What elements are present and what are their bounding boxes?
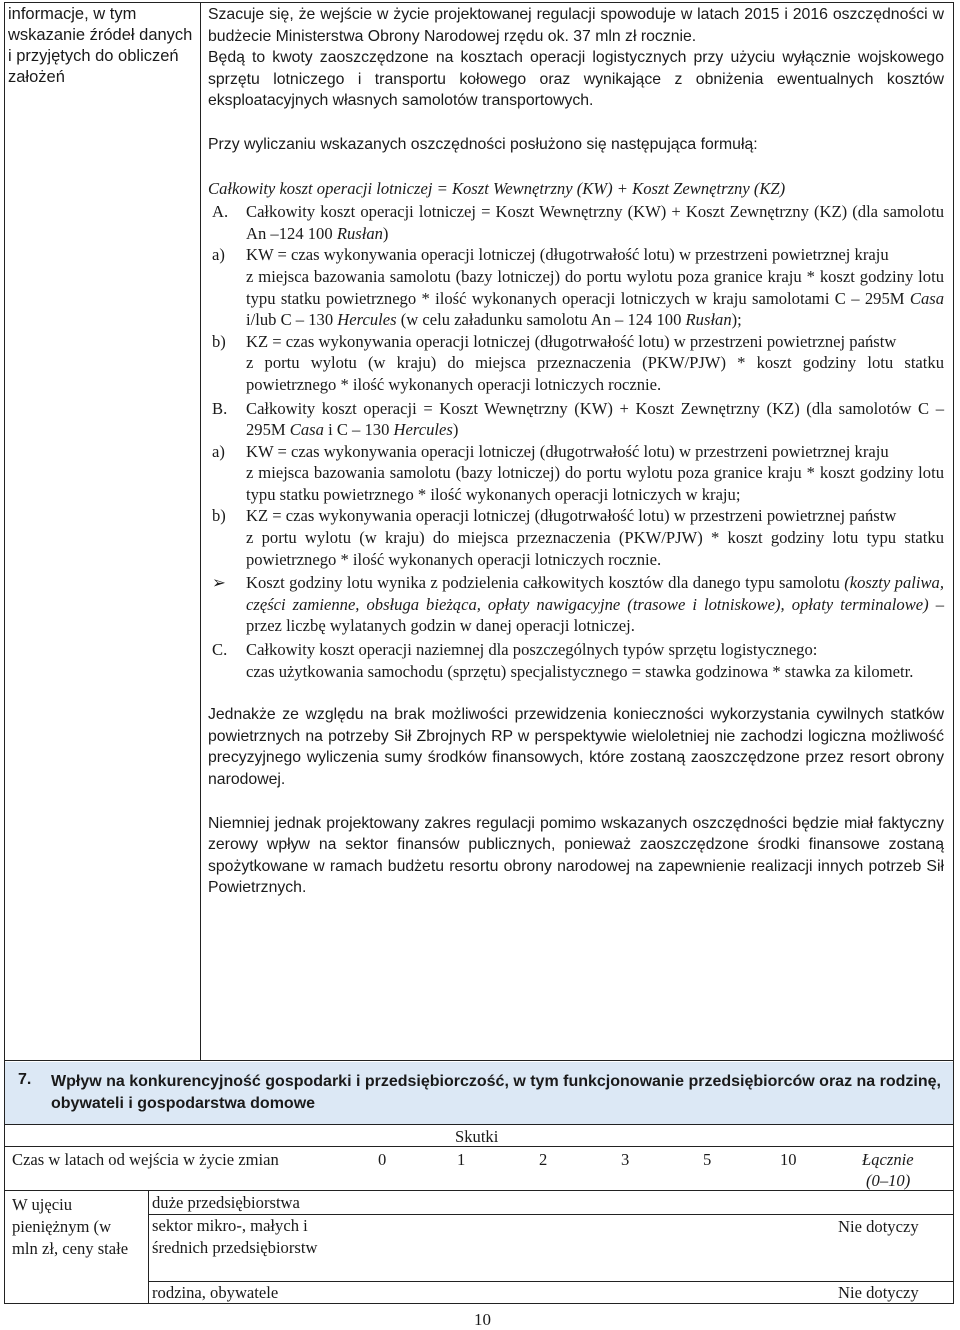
section-c-text: Całkowity koszt operacji naziemnej dla poszczególnych typów sprzętu logistycznego: [246,640,818,660]
section-a-text: Całkowity koszt operacji lotniczej = Koszt Wewnętrzny (KW) + Koszt Zewnętrzny (KZ) (dla samolotu An –124 100 Rusłan) [246,202,944,243]
section-a-kz: KZ = czas wykonywania operacji lotniczej (długotrwałość lotu) w przestrzeni powietrznej państw [246,331,897,351]
list-marker-a-a: a) [212,245,225,265]
table-row-sme-total: Nie dotyczy [838,1217,919,1236]
arrow-bullet-icon: ➢ [212,573,226,593]
list-marker-a: A. [212,202,229,222]
table-row-family-total: Nie dotyczy [838,1283,919,1302]
table-row-family: rodzina, obywatele [152,1283,279,1302]
list-marker-b: B. [212,398,228,418]
main-text-column [208,4,944,899]
section7-title: Wpływ na konkurencyjność gospodarki i przedsiębiorczość, w tym funkcjonowanie przedsiębiorców oraz na rodzinę, obywateli i gospodarstwa domowe [51,1073,941,1112]
table-row-line-2 [4,1190,954,1191]
section-a-kw-continued: z miejsca bazowania samolotu (bazy lotniczej) do portu wylotu poza granice kraju * koszt godziny lotu typu statku powietrznego * ilość wykonanych operacji lotniczych w kraju samolotami C – 295M Casa i/lub C – 130 Hercules (w celu załadunku samolotu An – 124 100 Rusłan); [246,266,944,330]
list-marker-b-b: b) [212,506,226,526]
section-b-kz: KZ = czas wykonywania operacji lotniczej (długotrwałość lotu) w przestrzeni powietrznej państw [246,506,897,526]
table-col-divider-1 [148,1190,149,1304]
table-total-range: (0–10) [866,1171,911,1190]
left-column-divider [200,2,201,1060]
table-total-label: Łącznie [862,1150,914,1169]
table-skutki-header: Skutki [455,1127,499,1146]
table-year-1: 1 [457,1150,466,1169]
table-row-header: W ujęciu pieniężnym (w mln zł, ceny stałe [12,1195,129,1258]
formula-line: Całkowity koszt operacji lotniczej = Koszt Wewnętrzny (KW) + Koszt Zewnętrzny (KZ) [208,178,786,198]
table-years-label: Czas w latach od wejścia w życie zmian [12,1150,279,1169]
paragraph-nevertheless: Niemniej jednak projektowany zakres regulacji pomimo wskazanych oszczędności będzie miał faktyczny zerowy wpływ na sektor finansów publicznych, ponieważ zaoszczędzone środki finansowe zostaną spożytkowane w ramach budżetu resortu obrony narodowej na zapewnienie realizacji innych potrzeb Sił Powietrznych. [208,814,944,897]
table-year-5: 5 [703,1150,712,1169]
section-b-kz-continued: z portu wylotu (w kraju) do miejsca przeznaczenia (PKW/PJW) * koszt godziny lotu typu statku powietrznego * ilość wykonanych operacji lotniczych rocznie. [246,528,944,569]
paragraph-formula-intro: Przy wyliczaniu wskazanych oszczędności posłużono się następująca formułą: [208,135,758,153]
table-row-sme: sektor mikro-, małych i średnich przedsiębiorstw [152,1216,318,1257]
flight-hour-cost-text: Koszt godziny lotu wynika z podzielenia całkowitych kosztów dla danego typu samolotu (koszty paliwa, części zamienne, obsługa bieżąca, opłaty nawigacyjne (trasowe i lotniskowe), opłaty terminalowe) – przez liczbę wylatanych godzin w danej operacji lotniczej. [246,573,944,636]
formula-section-a [208,201,944,395]
paragraph-amounts: Będą to kwoty zaoszczędzone na kosztach operacji logistycznych przy użyciu wyłącznie wojskowego sprzętu lotniczego i transportu kołowego oraz wynikające z obniżenia ewentualnych kosztów eksploatacyjnych własnych samolotów transportowych. [208,49,944,110]
section7-top-border [4,1060,954,1061]
section7-bottom-border [4,1124,954,1125]
section7-header [5,1062,953,1124]
formula-section-c [208,639,944,682]
table-row-large-enterprises: duże przedsiębiorstwa [152,1193,300,1212]
table-bottom-border [4,1303,954,1304]
section-b-kw-continued: z miejsca bazowania samolotu (bazy lotniczej) do portu wylotu poza granice kraju * koszt godziny lotu typu statku powietrznego * ilość wykonanych operacji lotniczych w kraju; [246,463,944,504]
list-marker-b-a: a) [212,441,225,461]
section-c-continued: czas użytkowania samochodu (sprzętu) specjalistycznego = stawka godzinowa * stawka za kilometr. [246,661,914,681]
table-year-10: 10 [780,1150,797,1169]
section-a-kw: KW = czas wykonywania operacji lotniczej (długotrwałość lotu) w przestrzeni powietrznej kraju [246,245,889,265]
list-marker-a-b: b) [212,331,226,351]
section7-number: 7. [18,1071,32,1088]
table-year-3: 3 [621,1150,630,1169]
formula-section-b [208,398,944,571]
section-b-kw: KW = czas wykonywania operacji lotniczej (długotrwałość lotu) w przestrzeni powietrznej kraju [246,441,889,461]
info-sources-label: informacje, w tym wskazanie źródeł danych i przyjętych do obliczeń założeń [8,5,193,86]
page-number: 10 [474,1310,491,1329]
table-year-0: 0 [378,1150,387,1169]
list-marker-c: C. [212,640,228,660]
paragraph-however: Jednakże ze względu na brak możliwości przewidzenia konieczności wykorzystania cywilnych statków powietrznych na potrzeby Sił Zbrojnych RP w perspektywie wieloletniej nie zachodzi logiczna możliwość precyzyjnego wyliczenia sumy środków finansowych, które zostaną zaoszczędzone przez resort obrony narodowej. [208,706,944,788]
frame-top-border [4,2,954,3]
paragraph-savings: Szacuje się, że wejście w życie projektowanej regulacji spowoduje w latach 2015 i 2016 oszczędności w budżecie Ministerstwa Obrony Narodowej rzędu ok. 37 mln zł rocznie. [208,6,944,45]
flight-hour-cost-bullet [208,572,944,637]
section-b-text: Całkowity koszt operacji = Koszt Wewnętrzny (KW) + Koszt Zewnętrzny (KZ) (dla samolotów C – 295M Casa i C – 130 Hercules) [246,398,944,440]
section-a-kz-continued: z portu wylotu (w kraju) do miejsca przeznaczenia (PKW/PJW) * koszt godziny lotu statku powietrznego * ilość wykonanych operacji lotniczych rocznie. [246,353,944,394]
frame-right-border [953,2,954,1304]
table-year-2: 2 [539,1150,548,1169]
